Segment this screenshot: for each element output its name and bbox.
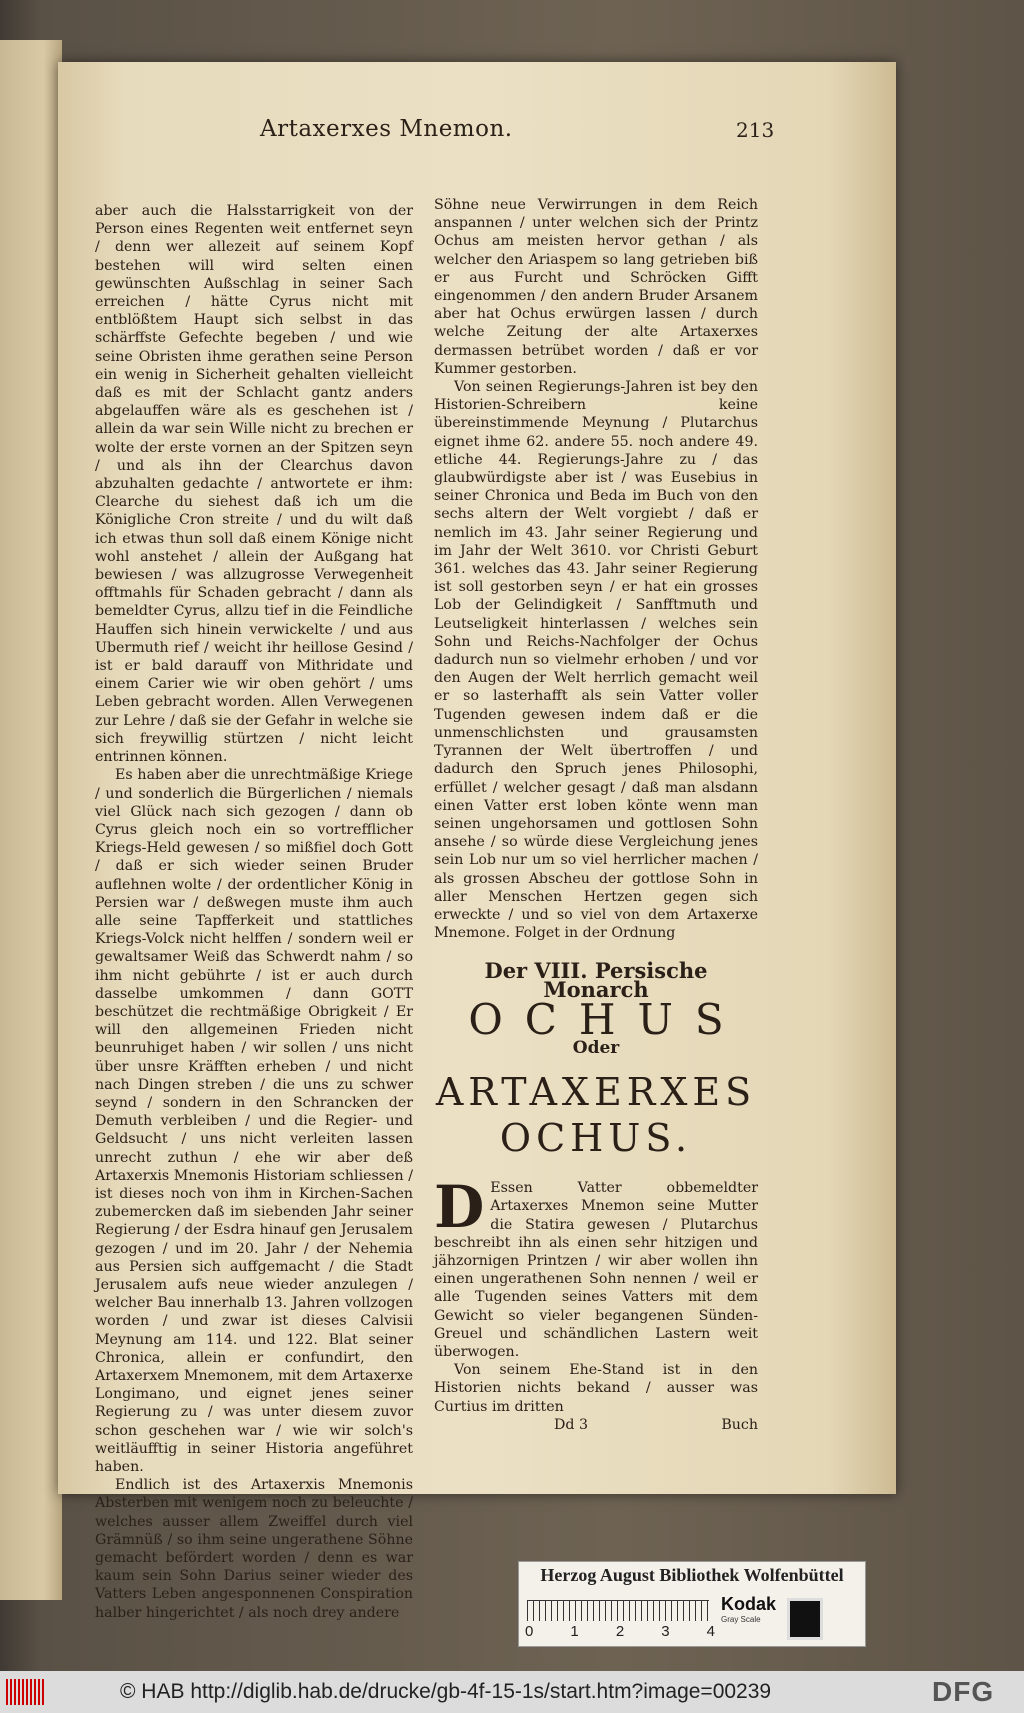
footer-url[interactable]: © HAB http://diglib.hab.de/drucke/gb-4f-15-1s/start.htm?image=00239: [120, 1680, 772, 1703]
kodak-label: [721, 1594, 779, 1634]
right-paragraph-2: Von seinen Regierungs-Jahren ist bey den Historien-Schreibern keine übereinstimmende Meynung / Plutarchus eignet ihme 62. andere 55. noch andere 49. etliche 44. Regierungs-Jahre zu / das glaubwürdigste aber ist / was Eusebius in seiner Chronica und Beda im Buch von den sechs altern der Welt vorgiebt / daß er nemlich im 43. Jahr seiner Regierung und im Jahr der Welt 3610. vor Christi Geburt 361. welches das 43. Jahr seiner Regierung ist soll gestorben seyn / er hat ein grosses Lob der Gelindigkeit / Sanfftmuth und Leutseligkeit hinterlassen / welches sein Sohn und Reichs-Nachfolger der Ochus dadurch nun so vielmehr erhoben / und vor den Augen der Welt herrlich gemacht weil er so lasterhafft als sein Vatter voller Tugenden gewesen indem daß er die unmenschlichsten und grausamsten Tyrannen der Welt übertroffen / und dadurch den Spruch jenes Philosophi, erfüllet / welcher gesagt / daß man alsdann einen Vatter erst loben könte wenn man seinen ungehorsamen und gottlosen Sohn ansehe / so würde diese Vergleichung jenes sein Lob nur um so viel herrlicher machen / als grossen Abscheu der gottlose Sohn in aller Menschen Hertzen gegen sich erweckte / und so viel von dem Artaxerxe Mnemone. Folget in der Ordnung: [434, 379, 758, 942]
page-number: 213: [736, 118, 775, 142]
ruler-number: 4: [706, 1623, 715, 1640]
section-heading-subtitle: OCHUS.: [499, 1116, 693, 1161]
left-paragraph-1: aber auch die Halsstarrigkeit von der Person eines Regenten weit entfernet seyn / denn wer allezeit auf seinem Kopf bestehen will wird selten einen gewünschten Außschlag in seiner Sach erreichen / hätte Cyrus nicht mit entblößtem Haupt sich selbst in das schärffste Gefechte begeben / und wie seine Obristen ihme gerathen seine Person ein wenig in Sicherheit gehalten vielleicht daß es mit der Schlacht gantz anders abgelauffen wäre als es geschehen ist / allein da war sein Wille nicht zu brechen er wolte der erste vornen an der Spitzen seyn / und als ihn der Clearchus davon abzuhalten gedachte / antwortete er ihm: Clearche du siehest daß ich um die Königliche Cron streite / und du wilt daß ich etwas thun soll daß einem Könige nicht wohl anstehet / allein der Außgang hat bewiesen / was allzugrosse Verwegenheit offtmahls für Schaden gebracht / dann als bemeldter Cyrus, allzu tief in die Feindliche Hauffen sich hinein verwickelte / und aus Ubermuth rief / weicht ihr heillose Gesind / ist er bald darauff von Mithridate und einem Carier wie wir oben gehört / ums Leben gebracht worden. Allen Verwegenen zur Lehre / daß sie der Gefahr in welche sie sich freywillig stürtzen / nicht leicht entrinnen können.: [95, 203, 413, 766]
catchline: [434, 1416, 758, 1434]
drop-capital: D: [434, 1173, 485, 1242]
chapter-second-paragraph: Von seinem Ehe-Stand ist in den Historien nichts bekand / ausser was Curtius im dritten: [434, 1362, 758, 1415]
kodak-brand: Kodak: [721, 1594, 777, 1614]
ruler-number: 3: [661, 1623, 670, 1640]
section-heading-monarch: Der VIII. Persische Monarch: [484, 958, 708, 1002]
ruler-ticks: [527, 1600, 709, 1621]
section-heading-oder: Oder: [572, 1037, 620, 1058]
section-heading-title: ARTAXERXES: [435, 1070, 757, 1115]
ruler-number: 0: [525, 1623, 534, 1640]
dfg-logo: DFG: [932, 1676, 995, 1707]
first-paragraph-text: Essen Vatter obbemeldter Artaxerxes Mnemon seine Mutter die Statira gewesen / Plutarchus beschreibt ihn als einen sehr hitzigen und jähzornigen Printzen / wir aber wollen ihn einen ungerathenen Sohn nennen / weil er alle Tugenden seines Vatters mit dem Gewicht so vieler begangenen Sünden-Greuel und schändlichen Lastern weit überwogen.: [434, 1180, 758, 1360]
gray-patch: [787, 1598, 823, 1640]
ruler-numbers: [525, 1623, 715, 1640]
ruler-number: 2: [615, 1623, 625, 1640]
ruler-number: 1: [570, 1623, 579, 1640]
section-heading-name: OCHUS: [468, 994, 746, 1044]
hab-logo-icon: [6, 1679, 46, 1705]
left-paragraph-3: Endlich ist des Artaxerxis Mnemonis Absterben mit wenigem noch zu beleuchte / welches ausser allem Zweiffel durch viel Grämnüß / so ihm seine ungerathene Söhne gemacht befördert worden / denn es war kaum sein Sohn Darius seiner wieder des Vatters Leben angesponnenen Conspiration halber hingerichtet / als noch drey andere: [95, 1477, 413, 1621]
chapter-first-paragraph: [434, 1173, 758, 1361]
previous-page-edge: [0, 40, 62, 1600]
left-text-column: [95, 202, 413, 1622]
right-text-column: [434, 196, 758, 1434]
left-paragraph-2: Es haben aber die unrechtmäßige Kriege / und sonderlich die Bürgerlichen / niemals viel Glück nach sich gezogen / dann ob Cyrus gleich noch ein so vortrefflicher Kriegs-Held gewesen / so mißfiel doch Gott / daß er sich wieder seinen Bruder auflehnen wolte / der ordentlicher König in Persien war / deßwegen muste ihm auch alle seine Tapfferkeit und stattliches Kriegs-Volck nicht helffen / sondern weil er gewaltsamer Weiß das Schwerdt nahm / so ihm nicht gebührte / ist er auch durch dasselbe umkommen / dann GOTT beschützet die rechtmäßige Obrigkeit / Er will den allgemeinen Frieden nicht beunruhiget haben / wir sollen / uns nicht über unsre Kräfften erheben / und nicht nach Dingen streben / die uns zu schwer seynd / sondern in den Schrancken der Demuth verbleiben / und die Regier- und Geldsucht / uns nicht verleiten lassen unrecht zuthun / ehe wir aber deß Artaxerxis Mnemonis Historiam schliessen / ist dieses noch von ihm in Kirchen-Sachen zubemercken daß im siebenden Jahr seiner Regierung / der Esdra hinauf gen Jerusalem gezogen / und im 20. Jahr / der Nehemia aus Persien sich auffgemacht / die Stadt Jerusalem aufs neue wieder anzulegen / welcher Bau innerhalb 13. Jahren vollzogen worden / und zwar ist dieses Calvisii Meynung am 114. und 122. Blat seiner Chronica, allein er confundirt, den Artaxerxem Mnemonem, mit dem Artaxerxe Longimano, und eignet jenes seiner Regierung zu / was unter diesem zuvor schon geschehen war / wie wir solch's weitläufftig in seiner Historia angeführet haben.: [95, 767, 413, 1476]
right-paragraph-1: Söhne neue Verwirrungen in dem Reich anspannen / unter welchen sich der Printz Ochus am meisten hervor gethan / als welcher den Ariaspem so lang getrieben biß er aus Furcht und Schröcken Gifft eingenommen / den andern Bruder Arsanem aber hat Ochus erwürgen lassen / durch welche Zeitung der alte Artaxerxes dermassen betrübet worden / daß er vor Kummer gestorben.: [434, 197, 758, 377]
footer-bar: [0, 1671, 1024, 1713]
catchword: Buch: [721, 1416, 758, 1433]
library-name: Herzog August Bibliothek Wolfenbüttel: [540, 1565, 844, 1585]
color-scale-card: [518, 1561, 866, 1647]
running-head: Artaxerxes Mnemon.: [260, 116, 513, 142]
signature-mark: Dd 3: [554, 1416, 588, 1433]
kodak-subtitle: Gray Scale: [721, 1615, 761, 1624]
